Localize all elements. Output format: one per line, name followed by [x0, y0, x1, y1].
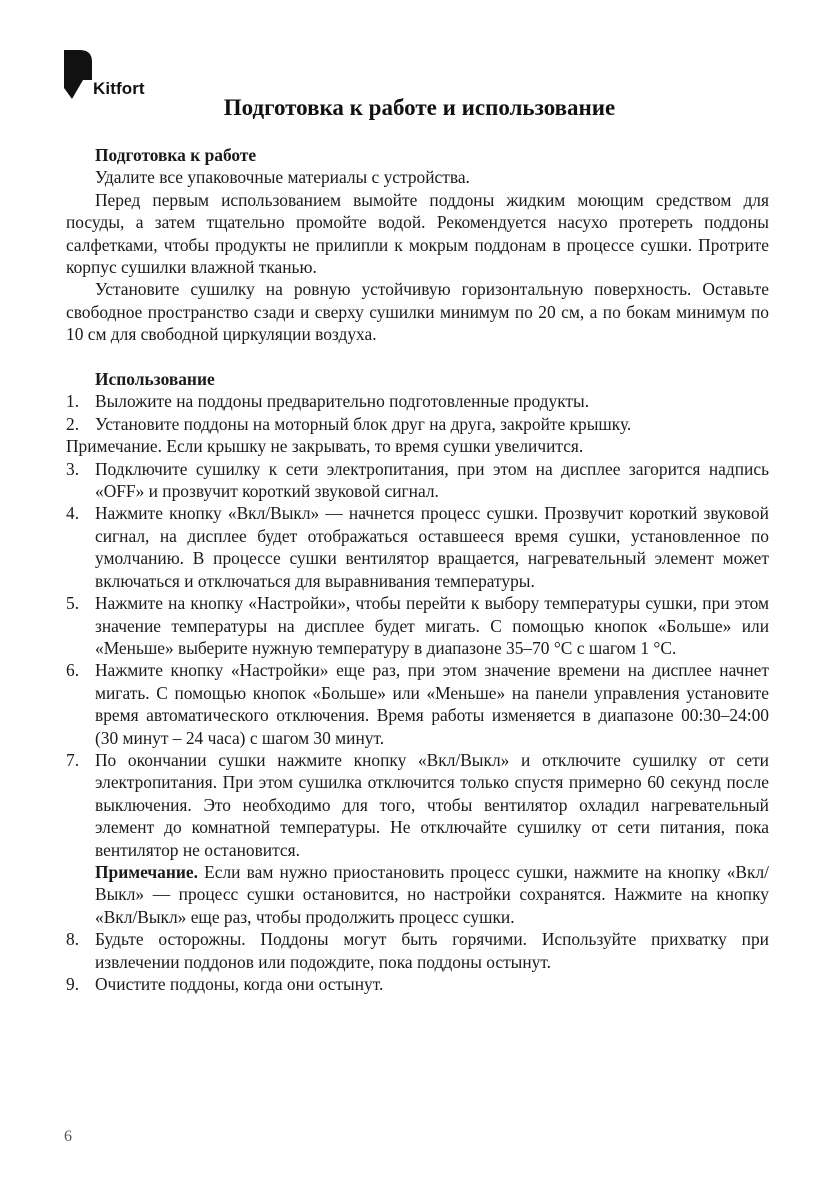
section-heading-usage: Использование — [95, 369, 215, 390]
brand-name: Kitfort — [93, 79, 145, 98]
list-item-text: Подключите сушилку к сети электропитания, при этом на дисплее загорится надпись «OFF» и прозвучит короткий звуковой сигнал. — [95, 458, 769, 502]
list-item-text: Нажмите кнопку «Настройки» еще раз, при этом значение времени на дисплее начнет мигать. С помощью кнопок «Больше» или «Меньше» на панели управления установите время автоматического отключения. Время работы изменяется в диапазоне 00:30–24:00 (30 минут – 24 часа) с шагом 30 минут. — [95, 660, 769, 748]
list-item-text: Очистите поддоны, когда они остынут. — [95, 974, 384, 995]
list-item-text: Выложите на поддоны предварительно подготовленные продукты. — [95, 391, 590, 412]
note — [95, 861, 769, 928]
list-item — [66, 749, 769, 928]
list-item — [66, 973, 769, 995]
list-number: 2. — [66, 413, 80, 434]
list-number: 8. — [66, 929, 80, 950]
document-body — [66, 144, 769, 995]
note: Примечание. Если крышку не закрывать, то время сушки увеличится. — [66, 436, 584, 457]
list-item — [66, 592, 769, 659]
list-item — [66, 390, 769, 412]
list-item-text: По окончании сушки нажмите кнопку «Вкл/Выкл» и отключите сушилку от сети электропитания. При этом сушилка отключится только спустя примерно 60 секунд после выключения. Это необходимо для того, чтобы вентилятор охладил нагревательный элемент до комнатной температуры. Не отключайте сушилку от сети питания, пока вентилятор не остановится. — [95, 749, 769, 860]
list-item — [66, 659, 769, 749]
list-item — [66, 458, 769, 503]
list-number: 1. — [66, 391, 80, 412]
list-number: 6. — [66, 660, 80, 681]
list-number: 4. — [66, 503, 80, 524]
list-number: 5. — [66, 593, 80, 614]
list-item — [66, 413, 769, 435]
list-item-text: Будьте осторожны. Поддоны могут быть горячими. Используйте прихватку при извлечении поддонов или подождите, пока поддоны остынут. — [95, 929, 769, 972]
list-item-text: Нажмите на кнопку «Настройки», чтобы перейти к выбору температуры сушки, при этом значение температуры на дисплее будет мигать. С помощью кнопок «Больше» или «Меньше» выберите нужную температуру в диапазоне 35–70 °C с шагом 1 °C. — [95, 593, 769, 658]
list-item-text: Установите поддоны на моторный блок друг на друга, закройте крышку. — [95, 413, 632, 434]
kitfort-logo-icon — [64, 50, 92, 100]
section-heading-preparation: Подготовка к работе — [95, 145, 257, 165]
list-number: 7. — [66, 749, 80, 770]
list-number: 9. — [66, 974, 80, 995]
list-number: 3. — [66, 458, 80, 479]
list-item-text: Нажмите кнопку «Вкл/Выкл» — начнется процесс сушки. Прозвучит короткий звуковой сигнал, на дисплее будет отображаться оставшееся время сушки, установленное по умолчанию. В процессе сушки вентилятор вращается, нагревательный элемент может включаться и отключаться для выравнивания температуры. — [95, 503, 769, 591]
note-label: Примечание. — [95, 861, 198, 882]
page-title: Подготовка к работе и использование — [223, 95, 616, 120]
paragraph: Удалите все упаковочные материалы с устройства. — [95, 167, 470, 188]
paragraph: Перед первым использованием вымойте поддоны жидким моющим средством для посуды, а затем тщательно промойте водой. Рекомендуется насухо протереть поддоны салфетками, чтобы продукты не прилипли к мокрым поддонам в процессе сушки. Протрите корпус сушилки влажной тканью. — [66, 189, 769, 278]
list-item — [66, 502, 769, 592]
spacer — [66, 346, 769, 368]
steps-list — [66, 458, 769, 996]
page-number: 6 — [64, 1128, 72, 1145]
paragraph: Установите сушилку на ровную устойчивую горизонтальную поверхность. Оставьте свободное пространство сзади и сверху сушилки минимум по 20 см, а по бокам минимум по 10 см для свободной циркуляции воздуха. — [66, 279, 769, 345]
steps-list — [66, 390, 769, 435]
note-text: Если вам нужно приостановить процесс сушки, нажмите на кнопку «Вкл/Выкл» — процесс сушки остановится, но настройки сохранятся. Нажмите на кнопку «Вкл/Выкл» еще раз, чтобы продолжить процесс сушки. — [95, 861, 769, 927]
list-item — [66, 928, 769, 973]
